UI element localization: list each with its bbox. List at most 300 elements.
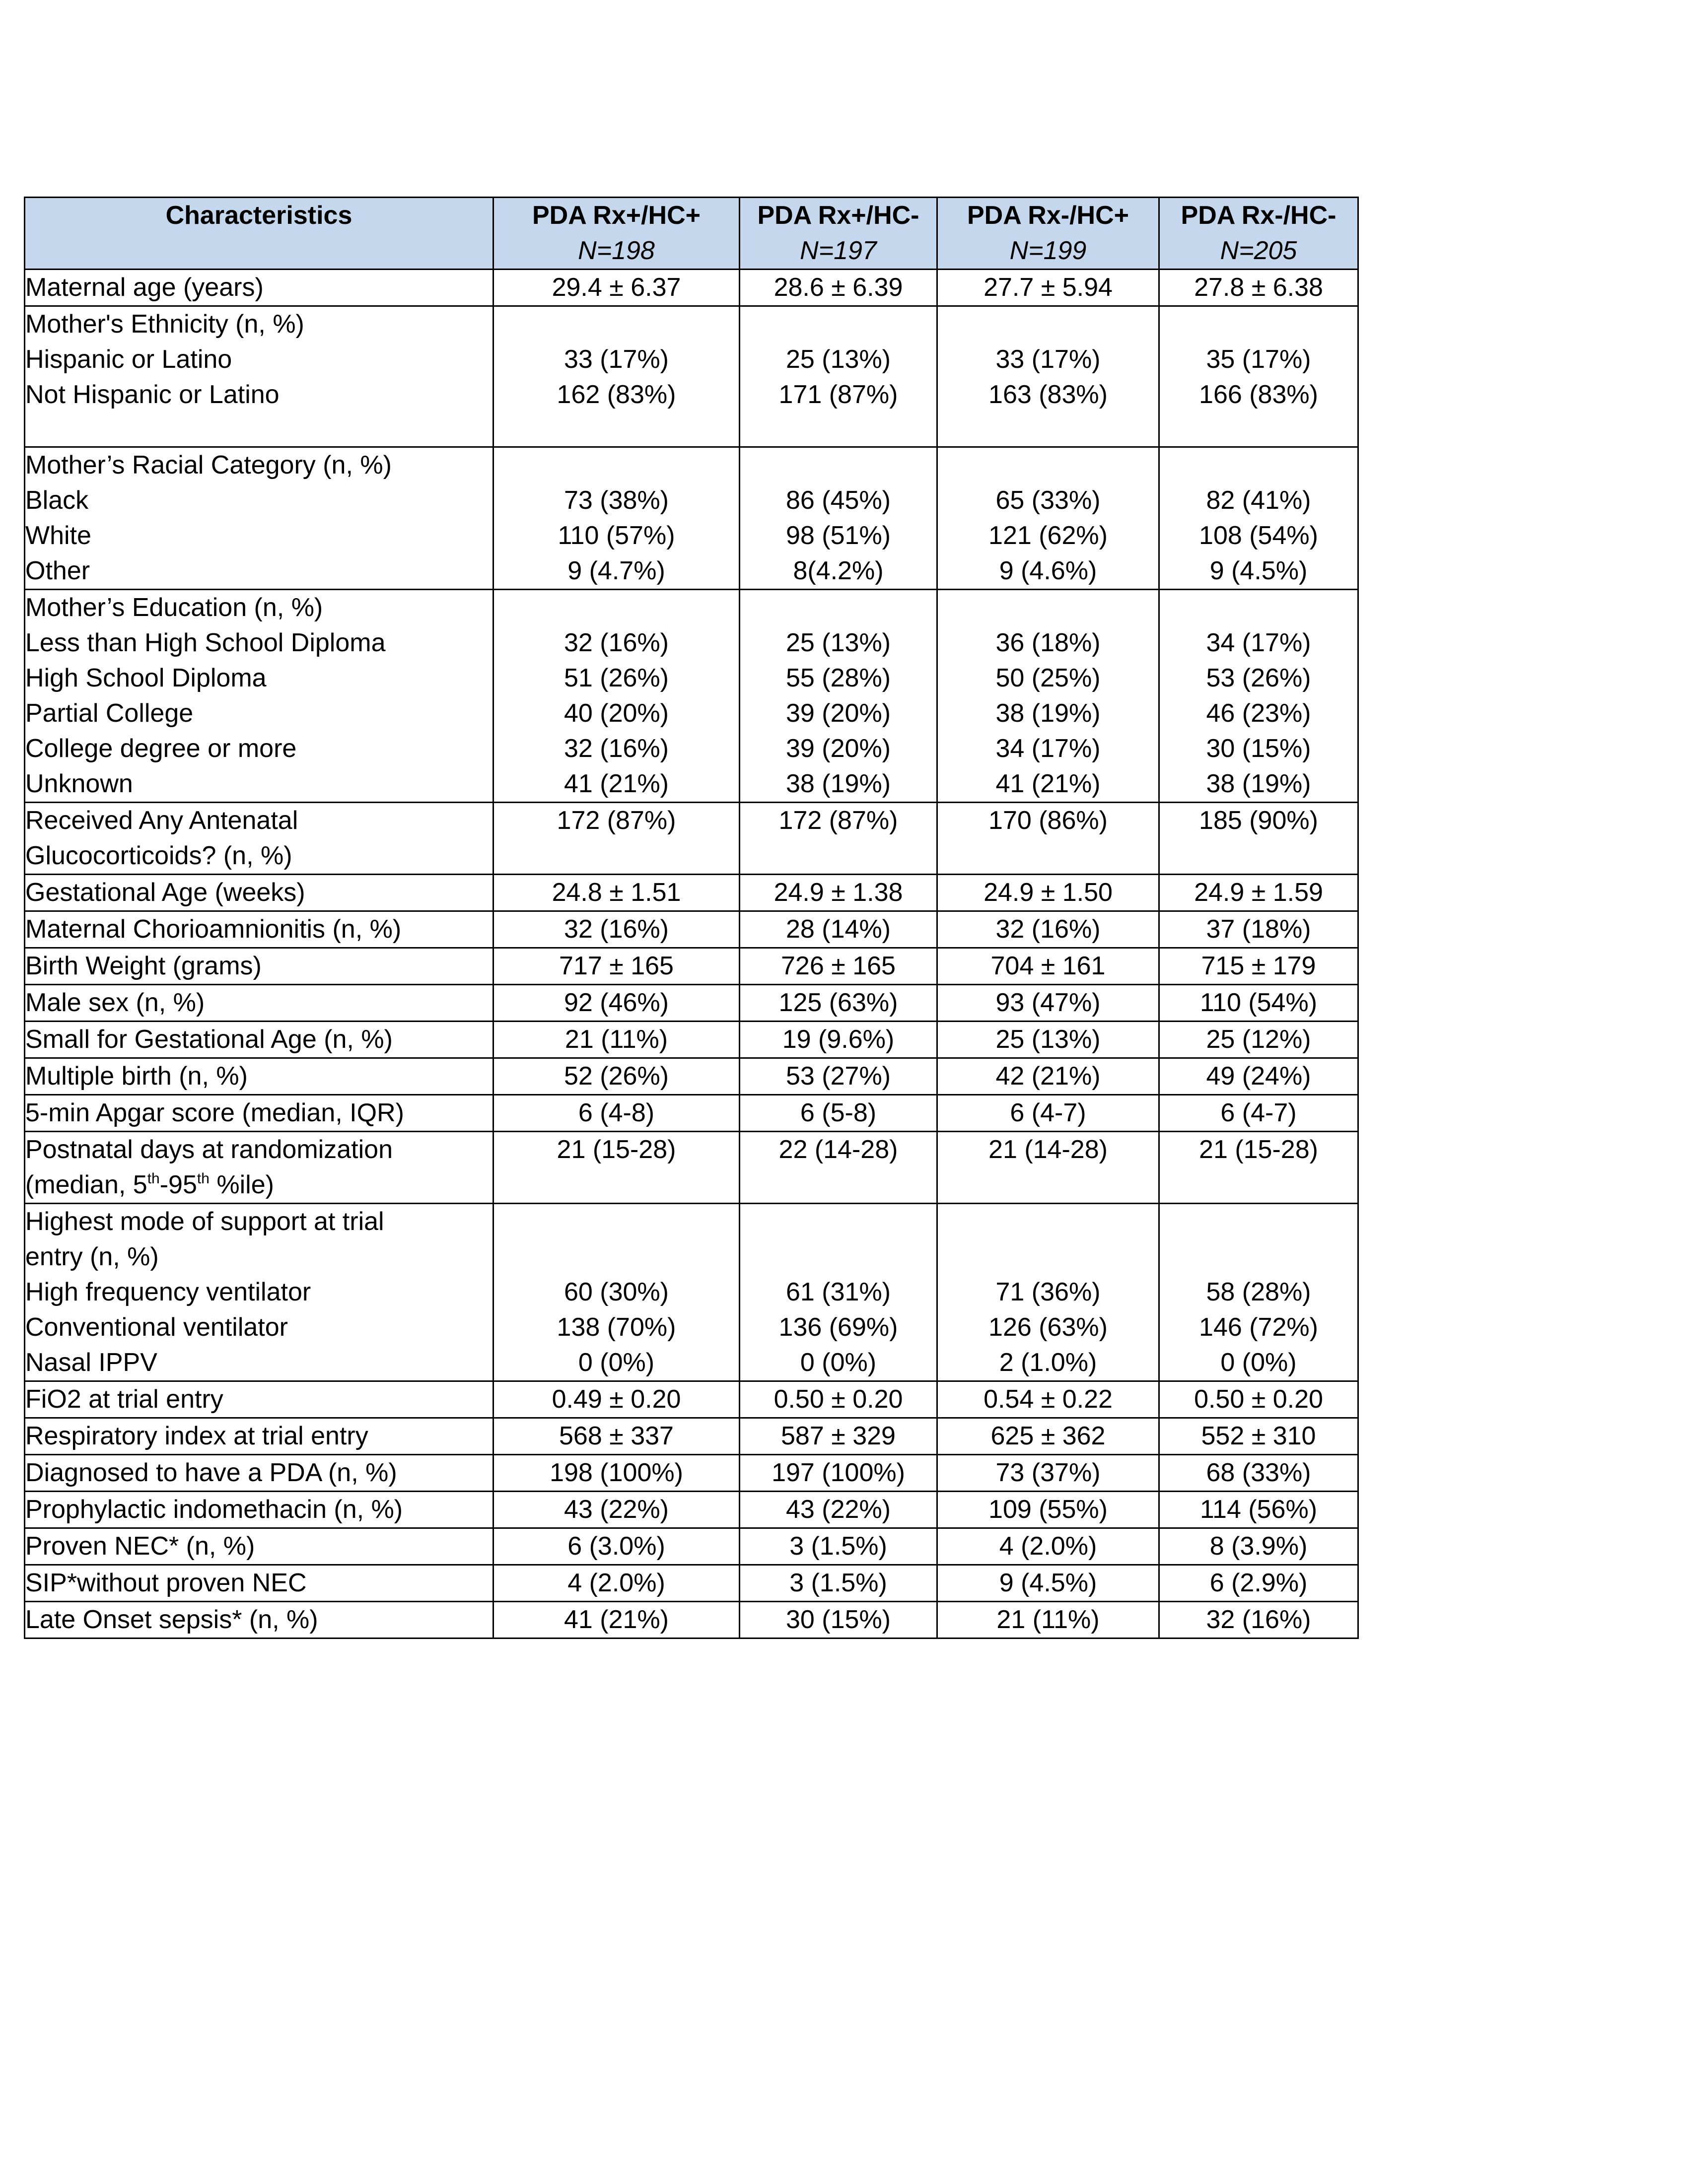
value-cell	[493, 1455, 740, 1492]
sub-item-label: Hispanic or Latino	[25, 345, 232, 374]
cell-value: 41 (21%)	[995, 769, 1101, 798]
value-cell	[937, 1058, 1159, 1095]
table-row	[25, 1022, 1358, 1058]
row-label: Prophylactic indomethacin (n, %)	[25, 1495, 403, 1524]
value-cell	[1159, 1492, 1358, 1528]
cell-value: 552 ± 310	[1201, 1422, 1316, 1450]
value-cell	[493, 1022, 740, 1058]
cell-value: 22 (14-28)	[778, 1135, 898, 1164]
value-cell	[740, 1492, 937, 1528]
row-label-cell	[25, 270, 493, 306]
cell-value: 121 (62%)	[988, 521, 1108, 550]
cell-value: 21 (15-28)	[557, 1135, 676, 1164]
cell-value: 58 (28%)	[1206, 1278, 1311, 1306]
value-cell	[740, 306, 937, 447]
cell-value: 37 (18%)	[1206, 915, 1311, 944]
value-cell	[1159, 1602, 1358, 1638]
row-label-continued: Glucocorticoids? (n, %)	[25, 841, 292, 870]
cell-value: 93 (47%)	[995, 988, 1101, 1017]
cell-value: 198 (100%)	[550, 1458, 683, 1487]
value-cell	[937, 1095, 1159, 1132]
value-cell	[493, 270, 740, 306]
value-cell	[1159, 803, 1358, 875]
value-cell	[493, 1058, 740, 1095]
cell-value: 32 (16%)	[995, 915, 1101, 944]
value-cell	[937, 948, 1159, 985]
cell-value: 126 (63%)	[988, 1313, 1108, 1342]
cell-value: 46 (23%)	[1206, 699, 1311, 728]
cell-value: 21 (11%)	[996, 1605, 1100, 1634]
value-cell	[740, 1095, 937, 1132]
row-label-continued	[25, 1167, 492, 1203]
value-cell	[493, 1204, 740, 1381]
table-row	[25, 1565, 1358, 1602]
cell-value: 38 (19%)	[1206, 769, 1311, 798]
cell-value: 40 (20%)	[564, 699, 669, 728]
row-label-cell	[25, 1492, 493, 1528]
cell-value: 197 (100%)	[772, 1458, 905, 1487]
value-cell	[493, 985, 740, 1022]
cell-value: 6 (4-8)	[578, 1098, 655, 1127]
value-cell	[1159, 1455, 1358, 1492]
cell-value: 73 (38%)	[564, 486, 669, 515]
table-row	[25, 803, 1358, 875]
header-pda-rx-neg-hc-pos	[937, 198, 1159, 270]
value-cell	[1159, 1022, 1358, 1058]
row-label-cell	[25, 1602, 493, 1638]
cell-value: 9 (4.7%)	[567, 556, 665, 585]
table-row	[25, 1455, 1358, 1492]
value-cell	[493, 306, 740, 447]
row-label-cell	[25, 1528, 493, 1565]
cell-value: 53 (26%)	[1206, 664, 1311, 692]
header-pda-rx-pos-hc-neg	[740, 198, 937, 270]
cell-value: 6 (5-8)	[800, 1098, 877, 1127]
cell-value: 0.50 ± 0.20	[774, 1385, 903, 1414]
row-label: Male sex (n, %)	[25, 988, 205, 1017]
value-cell	[1159, 1381, 1358, 1418]
sub-item-label: White	[25, 521, 91, 550]
row-label: Received Any Antenatal	[25, 806, 298, 835]
table-row	[25, 875, 1358, 911]
sub-item-label: Not Hispanic or Latino	[25, 380, 280, 409]
cell-value: 41 (21%)	[564, 769, 669, 798]
table-row	[25, 270, 1358, 306]
cell-value: 163 (83%)	[988, 380, 1108, 409]
cell-value: 109 (55%)	[988, 1495, 1108, 1524]
row-label-cell	[25, 1095, 493, 1132]
cell-value: 4 (2.0%)	[999, 1532, 1097, 1561]
table-row	[25, 447, 1358, 590]
cell-value: 110 (54%)	[1199, 988, 1318, 1017]
value-cell	[740, 911, 937, 948]
value-cell	[1159, 270, 1358, 306]
sub-item-label: Nasal IPPV	[25, 1348, 157, 1377]
cell-value: 8(4.2%)	[793, 556, 884, 585]
row-label-cell	[25, 1381, 493, 1418]
table-row	[25, 1528, 1358, 1565]
value-cell	[493, 1492, 740, 1528]
cell-value: 30 (15%)	[786, 1605, 891, 1634]
cell-value: 2 (1.0%)	[999, 1348, 1097, 1377]
cell-value: 28 (14%)	[786, 915, 891, 944]
row-label-cell	[25, 1058, 493, 1095]
cell-value: 68 (33%)	[1206, 1458, 1311, 1487]
row-label: Proven NEC* (n, %)	[25, 1532, 255, 1561]
header-n: N=197	[800, 236, 877, 265]
value-cell	[740, 590, 937, 803]
header-title: PDA Rx+/HC+	[532, 201, 701, 230]
row-label: Postnatal days at randomization	[25, 1135, 393, 1164]
row-label-cell	[25, 985, 493, 1022]
cell-value: 114 (56%)	[1199, 1495, 1318, 1524]
table-row	[25, 985, 1358, 1022]
value-cell	[937, 1022, 1159, 1058]
cell-value: 33 (17%)	[995, 345, 1101, 374]
cell-value: 6 (3.0%)	[567, 1532, 665, 1561]
value-cell	[740, 1058, 937, 1095]
value-cell	[493, 1132, 740, 1204]
cell-value: 726 ± 165	[781, 952, 896, 980]
cell-value: 86 (45%)	[786, 486, 891, 515]
row-label: Maternal age (years)	[25, 273, 264, 302]
value-cell	[937, 447, 1159, 590]
value-cell	[493, 803, 740, 875]
cell-value: 172 (87%)	[778, 806, 898, 835]
header-pda-rx-neg-hc-neg	[1159, 198, 1358, 270]
value-cell	[493, 1418, 740, 1455]
value-cell	[493, 1602, 740, 1638]
value-cell	[1159, 447, 1358, 590]
row-label-cell	[25, 948, 493, 985]
row-label: Respiratory index at trial entry	[25, 1422, 368, 1450]
cell-value: 53 (27%)	[786, 1062, 891, 1091]
characteristics-table	[24, 197, 1359, 1639]
cell-value: 9 (4.5%)	[999, 1569, 1097, 1597]
cell-value: 43 (22%)	[786, 1495, 891, 1524]
cell-value: 166 (83%)	[1199, 380, 1318, 409]
header-n: N=205	[1220, 236, 1297, 265]
value-cell	[937, 1565, 1159, 1602]
value-cell	[937, 1204, 1159, 1381]
row-label: Diagnosed to have a PDA (n, %)	[25, 1458, 397, 1487]
table-row	[25, 1132, 1358, 1204]
superscript: th	[197, 1170, 210, 1187]
cell-value: 30 (15%)	[1206, 734, 1311, 763]
table-row	[25, 911, 1358, 948]
cell-value: 162 (83%)	[557, 380, 676, 409]
cell-value: 24.9 ± 1.50	[984, 878, 1113, 907]
value-cell	[1159, 1058, 1358, 1095]
value-cell	[493, 447, 740, 590]
cell-value: 92 (46%)	[564, 988, 669, 1017]
table-row	[25, 1058, 1358, 1095]
cell-value: 6 (4-7)	[1220, 1098, 1297, 1127]
cell-value: 39 (20%)	[786, 734, 891, 763]
value-cell	[493, 1528, 740, 1565]
cell-value: 42 (21%)	[995, 1062, 1101, 1091]
cell-value: 171 (87%)	[778, 380, 898, 409]
value-cell	[740, 1565, 937, 1602]
superscript: th	[147, 1170, 160, 1187]
row-label-cell	[25, 1204, 493, 1381]
header-n: N=198	[578, 236, 655, 265]
cell-value: 717 ± 165	[559, 952, 674, 980]
value-cell	[937, 911, 1159, 948]
cell-value: 0 (0%)	[800, 1348, 877, 1377]
row-label: FiO2 at trial entry	[25, 1385, 223, 1414]
cell-value: 4 (2.0%)	[567, 1569, 665, 1597]
row-label-cell	[25, 306, 493, 447]
value-cell	[1159, 1418, 1358, 1455]
value-cell	[740, 1528, 937, 1565]
header-title: PDA Rx-/HC-	[1181, 201, 1336, 230]
value-cell	[740, 1132, 937, 1204]
cell-value: 39 (20%)	[786, 699, 891, 728]
cell-value: 32 (16%)	[1206, 1605, 1311, 1634]
cell-value: 27.8 ± 6.38	[1194, 273, 1323, 302]
cell-value: 138 (70%)	[557, 1313, 676, 1342]
header-characteristics	[25, 198, 493, 270]
value-cell	[937, 1381, 1159, 1418]
cell-value: 28.6 ± 6.39	[774, 273, 903, 302]
table-body	[25, 270, 1358, 1638]
value-cell	[740, 447, 937, 590]
cell-value: 146 (72%)	[1199, 1313, 1318, 1342]
table-row	[25, 1492, 1358, 1528]
value-cell	[1159, 590, 1358, 803]
value-cell	[493, 1095, 740, 1132]
value-cell	[740, 1022, 937, 1058]
cell-value: 32 (16%)	[564, 915, 669, 944]
cell-value: 25 (13%)	[786, 628, 891, 657]
value-cell	[740, 1381, 937, 1418]
table-header-row	[25, 198, 1358, 270]
cell-value: 73 (37%)	[995, 1458, 1101, 1487]
value-cell	[740, 1602, 937, 1638]
label-text: -95	[159, 1170, 197, 1199]
value-cell	[937, 1492, 1159, 1528]
cell-value: 0.54 ± 0.22	[984, 1385, 1113, 1414]
value-cell	[740, 270, 937, 306]
sub-item-label: Conventional ventilator	[25, 1313, 288, 1342]
row-label: Mother's Ethnicity (n, %)	[25, 310, 304, 339]
table-row	[25, 1418, 1358, 1455]
cell-value: 55 (28%)	[786, 664, 891, 692]
value-cell	[937, 803, 1159, 875]
sub-item-label: Less than High School Diploma	[25, 628, 386, 657]
cell-value: 24.9 ± 1.59	[1194, 878, 1323, 907]
cell-value: 704 ± 161	[990, 952, 1106, 980]
value-cell	[1159, 1528, 1358, 1565]
row-label-cell	[25, 1455, 493, 1492]
sub-item-label: College degree or more	[25, 734, 297, 763]
value-cell	[937, 590, 1159, 803]
value-cell	[937, 1455, 1159, 1492]
value-cell	[937, 985, 1159, 1022]
row-label-cell	[25, 1418, 493, 1455]
row-label: SIP*without proven NEC	[25, 1569, 307, 1597]
header-title: Characteristics	[165, 201, 352, 230]
cell-value: 136 (69%)	[778, 1313, 898, 1342]
row-label: Small for Gestational Age (n, %)	[25, 1025, 393, 1054]
cell-value: 125 (63%)	[778, 988, 898, 1017]
value-cell	[937, 1418, 1159, 1455]
value-cell	[740, 948, 937, 985]
sub-item-label: Black	[25, 486, 89, 515]
value-cell	[937, 1528, 1159, 1565]
value-cell	[493, 1565, 740, 1602]
table-row	[25, 306, 1358, 447]
value-cell	[740, 1418, 937, 1455]
cell-value: 60 (30%)	[564, 1278, 669, 1306]
row-label: Highest mode of support at trial	[25, 1207, 384, 1236]
value-cell	[937, 1132, 1159, 1204]
value-cell	[740, 803, 937, 875]
cell-value: 50 (25%)	[995, 664, 1101, 692]
value-cell	[1159, 1132, 1358, 1204]
cell-value: 41 (21%)	[564, 1605, 669, 1634]
value-cell	[740, 1455, 937, 1492]
cell-value: 32 (16%)	[564, 628, 669, 657]
sub-item-label: Partial College	[25, 699, 194, 728]
cell-value: 24.8 ± 1.51	[552, 878, 681, 907]
table-row	[25, 1602, 1358, 1638]
cell-value: 36 (18%)	[995, 628, 1101, 657]
header-title: PDA Rx+/HC-	[757, 201, 919, 230]
sub-item-label: Other	[25, 556, 90, 585]
row-label: Mother’s Racial Category (n, %)	[25, 451, 392, 479]
cell-value: 38 (19%)	[995, 699, 1101, 728]
row-label: Mother’s Education (n, %)	[25, 593, 323, 622]
cell-value: 9 (4.5%)	[1209, 556, 1308, 585]
cell-value: 108 (54%)	[1199, 521, 1318, 550]
cell-value: 34 (17%)	[995, 734, 1101, 763]
cell-value: 29.4 ± 6.37	[552, 273, 681, 302]
cell-value: 43 (22%)	[564, 1495, 669, 1524]
value-cell	[493, 875, 740, 911]
cell-value: 33 (17%)	[564, 345, 669, 374]
cell-value: 21 (11%)	[564, 1025, 668, 1054]
value-cell	[1159, 1565, 1358, 1602]
row-label-cell	[25, 803, 493, 875]
cell-value: 19 (9.6%)	[782, 1025, 895, 1054]
cell-value: 568 ± 337	[559, 1422, 674, 1450]
cell-value: 65 (33%)	[995, 486, 1101, 515]
cell-value: 6 (2.9%)	[1209, 1569, 1308, 1597]
cell-value: 51 (26%)	[564, 664, 669, 692]
value-cell	[493, 590, 740, 803]
cell-value: 3 (1.5%)	[789, 1532, 887, 1561]
sub-item-label: Unknown	[25, 769, 133, 798]
row-label-cell	[25, 1132, 493, 1204]
table-row	[25, 1381, 1358, 1418]
label-text: %ile)	[209, 1170, 274, 1199]
row-label: Birth Weight (grams)	[25, 952, 262, 980]
cell-value: 52 (26%)	[564, 1062, 669, 1091]
row-label-cell	[25, 1022, 493, 1058]
cell-value: 49 (24%)	[1206, 1062, 1311, 1091]
header-n: N=199	[1009, 236, 1087, 265]
cell-value: 6 (4-7)	[1010, 1098, 1086, 1127]
row-label-cell	[25, 1565, 493, 1602]
row-label-cell	[25, 911, 493, 948]
table-row	[25, 1095, 1358, 1132]
cell-value: 21 (14-28)	[988, 1135, 1108, 1164]
table-row	[25, 590, 1358, 803]
cell-value: 71 (36%)	[995, 1278, 1101, 1306]
cell-value: 8 (3.9%)	[1209, 1532, 1308, 1561]
cell-value: 27.7 ± 5.94	[984, 273, 1113, 302]
header-pda-rx-pos-hc-pos	[493, 198, 740, 270]
cell-value: 35 (17%)	[1206, 345, 1311, 374]
cell-value: 0 (0%)	[1220, 1348, 1297, 1377]
cell-value: 21 (15-28)	[1199, 1135, 1318, 1164]
row-label-cell	[25, 875, 493, 911]
cell-value: 172 (87%)	[557, 806, 676, 835]
cell-value: 25 (13%)	[786, 345, 891, 374]
cell-value: 0.49 ± 0.20	[552, 1385, 681, 1414]
row-label: Gestational Age (weeks)	[25, 878, 305, 907]
row-label-cell	[25, 590, 493, 803]
value-cell	[740, 1204, 937, 1381]
value-cell	[740, 875, 937, 911]
cell-value: 32 (16%)	[564, 734, 669, 763]
cell-value: 61 (31%)	[786, 1278, 891, 1306]
value-cell	[493, 1381, 740, 1418]
cell-value: 25 (13%)	[995, 1025, 1101, 1054]
value-cell	[1159, 948, 1358, 985]
cell-value: 0.50 ± 0.20	[1194, 1385, 1323, 1414]
cell-value: 3 (1.5%)	[789, 1569, 887, 1597]
value-cell	[1159, 985, 1358, 1022]
cell-value: 9 (4.6%)	[999, 556, 1097, 585]
table-row	[25, 1204, 1358, 1381]
value-cell	[493, 911, 740, 948]
cell-value: 715 ± 179	[1201, 952, 1316, 980]
cell-value: 625 ± 362	[990, 1422, 1106, 1450]
cell-value: 24.9 ± 1.38	[774, 878, 903, 907]
value-cell	[937, 306, 1159, 447]
value-cell	[937, 1602, 1159, 1638]
cell-value: 38 (19%)	[786, 769, 891, 798]
row-label: Multiple birth (n, %)	[25, 1062, 248, 1091]
row-label: Late Onset sepsis* (n, %)	[25, 1605, 318, 1634]
label-text: (median, 5	[25, 1170, 147, 1199]
value-cell	[740, 985, 937, 1022]
cell-value: 170 (86%)	[988, 806, 1108, 835]
sub-item-label: High School Diploma	[25, 664, 267, 692]
header-title: PDA Rx-/HC+	[967, 201, 1129, 230]
value-cell	[937, 270, 1159, 306]
value-cell	[1159, 306, 1358, 447]
value-cell	[1159, 875, 1358, 911]
cell-value: 587 ± 329	[781, 1422, 896, 1450]
row-label-continued: entry (n, %)	[25, 1242, 159, 1271]
cell-value: 98 (51%)	[786, 521, 891, 550]
cell-value: 0 (0%)	[578, 1348, 655, 1377]
cell-value: 82 (41%)	[1206, 486, 1311, 515]
cell-value: 110 (57%)	[558, 521, 675, 550]
cell-value: 34 (17%)	[1206, 628, 1311, 657]
table-row	[25, 948, 1358, 985]
value-cell	[493, 948, 740, 985]
value-cell	[937, 875, 1159, 911]
value-cell	[1159, 1095, 1358, 1132]
value-cell	[1159, 1204, 1358, 1381]
row-label: Maternal Chorioamnionitis (n, %)	[25, 915, 402, 944]
sub-item-label: High frequency ventilator	[25, 1278, 311, 1306]
